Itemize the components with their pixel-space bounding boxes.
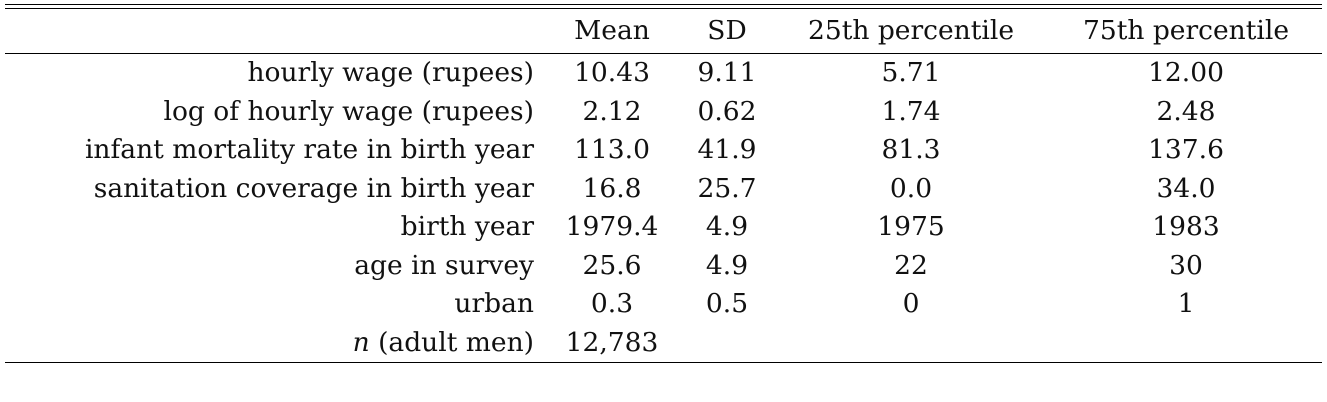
- cell-sd: 0.62: [697, 95, 757, 127]
- cell-mean: 113.0: [574, 134, 650, 165]
- cell-n-mean: 12,783: [565, 326, 659, 358]
- header-p25: 25th percentile: [807, 15, 1015, 46]
- cell-p75: 1: [1177, 288, 1195, 319]
- row-label: urban: [454, 288, 534, 319]
- cell-p75: 137.6: [1148, 134, 1224, 165]
- row-label: sanitation coverage in birth year: [93, 172, 534, 204]
- header-row: [5, 9, 1322, 53]
- row-label: birth year: [400, 211, 534, 242]
- table-row: [5, 54, 1322, 93]
- cell-sd: 0.5: [705, 288, 749, 319]
- cell-mean: 25.6: [582, 249, 642, 281]
- row-label: age in survey: [354, 249, 534, 281]
- cell-mean: 2.12: [582, 95, 642, 127]
- table-row: [5, 208, 1322, 247]
- cell-mean: 1979.4: [565, 211, 659, 242]
- table-row: [5, 170, 1322, 209]
- table-row: [5, 285, 1322, 324]
- bottom-rule: [5, 362, 1322, 363]
- cell-p75: 30: [1169, 249, 1203, 281]
- header-mean: Mean: [574, 15, 650, 46]
- cell-p25: 22: [894, 249, 928, 281]
- cell-p25: 0: [902, 288, 920, 319]
- cell-p75: 12.00: [1148, 57, 1224, 88]
- header-p75: 75th percentile: [1082, 15, 1290, 46]
- n-label-rest: (adult men): [369, 326, 534, 358]
- stats-table: [5, 9, 1322, 53]
- cell-p25: 1975: [877, 211, 945, 242]
- table-row: [5, 131, 1322, 170]
- cell-mean: 0.3: [590, 288, 634, 319]
- cell-p75: 2.48: [1156, 95, 1216, 127]
- cell-mean: 10.43: [574, 57, 650, 88]
- cell-p25: 1.74: [881, 95, 941, 127]
- cell-n-p25: [772, 324, 1050, 363]
- table-row: [5, 93, 1322, 132]
- header-sd: SD: [707, 15, 747, 46]
- cell-p25: 0.0: [889, 172, 933, 204]
- row-label: log of hourly wage (rupees): [163, 95, 534, 127]
- cell-p75: 1983: [1152, 211, 1220, 242]
- row-label: infant mortality rate in birth year: [84, 134, 534, 165]
- cell-p25: 81.3: [881, 134, 941, 165]
- top-rule: [5, 4, 1322, 5]
- cell-p25: 5.71: [881, 57, 941, 88]
- table-row-n: [5, 324, 1322, 363]
- cell-p75: 34.0: [1156, 172, 1216, 204]
- row-label-n: [5, 324, 542, 363]
- cell-n-p75: [1050, 324, 1322, 363]
- cell-n-sd: [682, 324, 772, 363]
- stats-table-body: [5, 54, 1322, 362]
- cell-mean: 16.8: [582, 172, 642, 204]
- cell-sd: 4.9: [705, 211, 749, 242]
- cell-sd: 25.7: [697, 172, 757, 204]
- cell-sd: 41.9: [697, 134, 757, 165]
- table-row: [5, 247, 1322, 286]
- cell-sd: 9.11: [697, 57, 757, 88]
- n-variable: n: [352, 326, 370, 358]
- header-label: [5, 9, 542, 53]
- cell-sd: 4.9: [705, 249, 749, 281]
- row-label: hourly wage (rupees): [247, 57, 534, 88]
- summary-statistics-table: [5, 4, 1322, 363]
